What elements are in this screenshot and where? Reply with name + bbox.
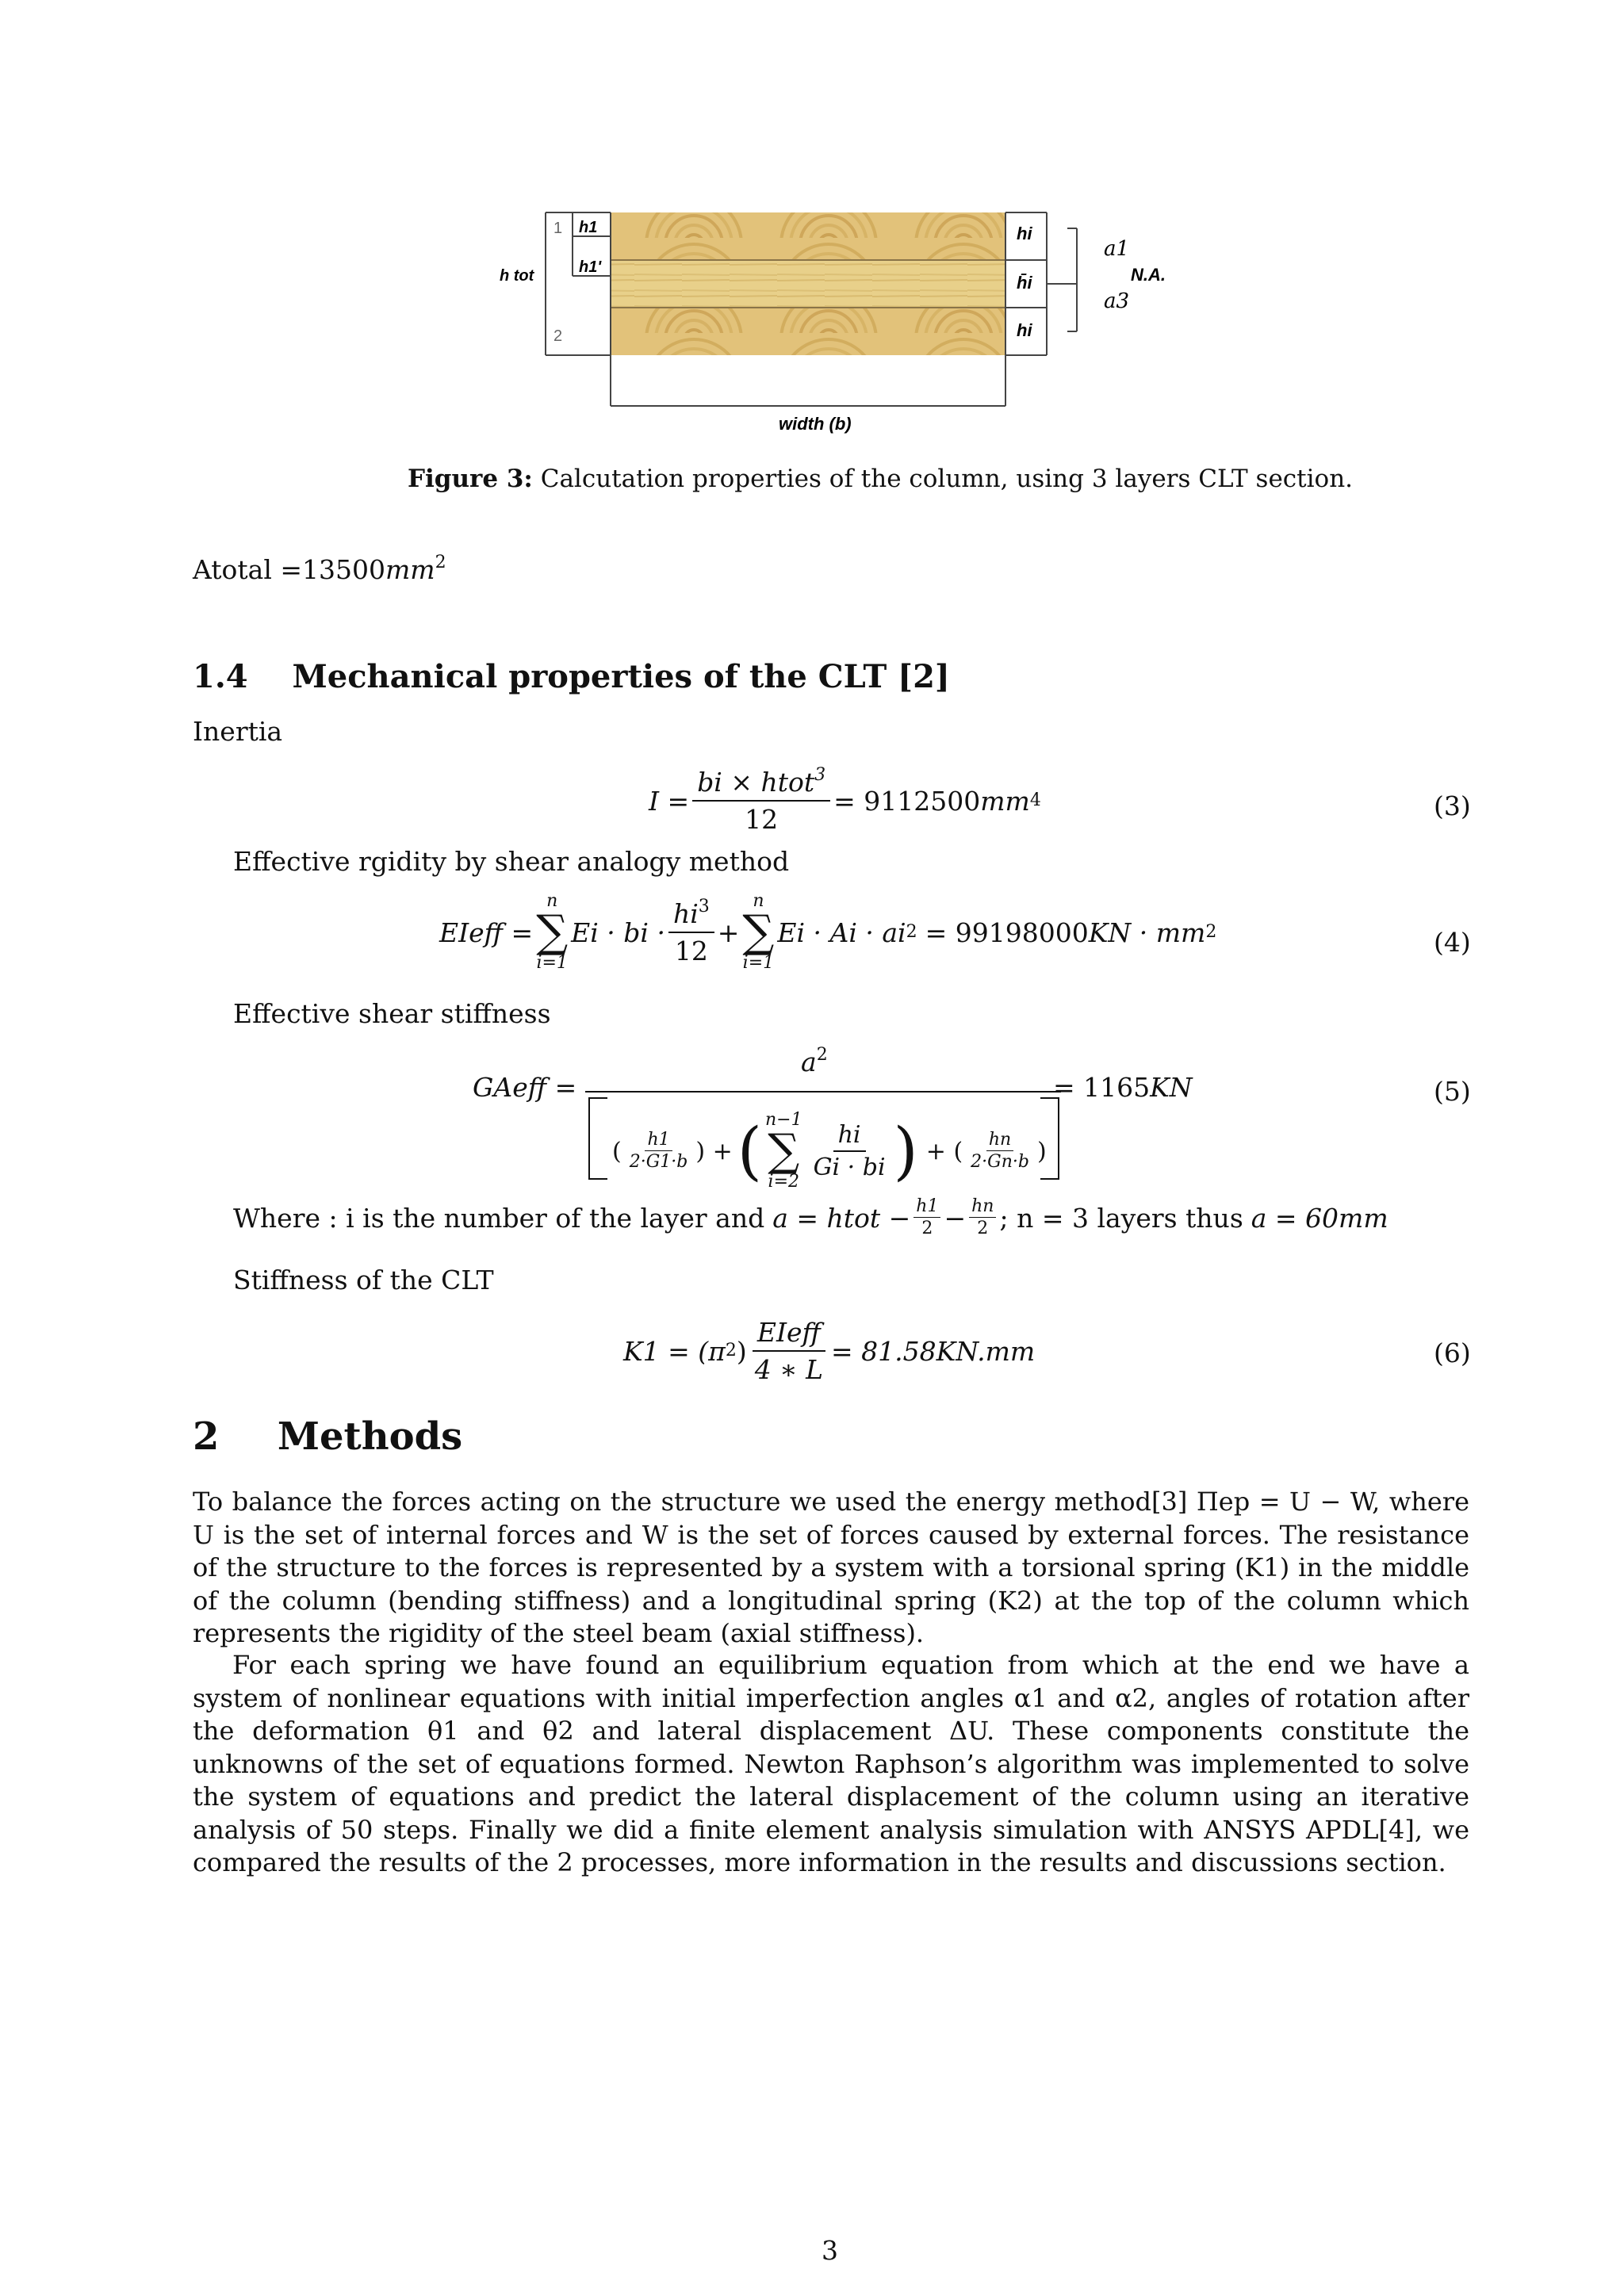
eq6-lhs-close: ) [736,1335,747,1367]
f1-num: h1 [645,1131,672,1151]
section-title: Mechanical properties of the CLT [2] [292,658,950,695]
clt-section-diagram [492,190,1269,444]
equation-3: I = $\frac{bi \times htot^3}{12}$ = 9112500 mm 4 [649,765,1041,835]
f3-den: 2·Gn·b [971,1152,1029,1172]
label-htot: h tot [500,267,534,285]
eq4-rhs: = 99198000 [925,916,1089,948]
where-f1-num: h1 [914,1197,940,1218]
section-heading-2 [193,1414,462,1459]
paren-left: ( [737,1114,762,1188]
atotal-label: Atotal =13500 [193,554,385,585]
where-text-2: ; n = 3 layers thus [999,1202,1243,1234]
label-hi-mid: h̄i [1017,273,1032,293]
eq4-term2: Ei · Ai · ai [777,916,906,948]
label-h1: h1 [579,219,598,236]
label-hi-bot: hi [1017,320,1032,340]
eq5-f1 [625,1131,693,1172]
sigma-icon: ∑ [742,906,775,958]
sum-lower: i=1 [536,953,568,973]
sum-lower: i=2 [768,1172,799,1192]
label-a3: a3 [1104,289,1130,313]
eq3-num: bi × htot [697,767,815,798]
eq4-frac-den: 12 [674,936,708,966]
f2-den: Gi · bi [813,1154,886,1181]
paragraph-1: To balance the forces acting on the structure we used the energy method[3] Πep = U − W, where U is the set of internal forces and W is the set of forces caused by external forces. The resistance of the structure to the forces is represented by a system with a torsional spring (K1) in the middle of the column (bending stiffness) and a longitudinal spring (K2) at the top of the column which represents the rigidity of the steel beam (axial stiffness). [193,1487,1469,1648]
atotal-line [193,553,446,586]
eq3-fraction [692,766,830,836]
layer-bottom [611,308,1005,355]
eq4-lhs: EIeff = [439,916,534,948]
eq5-sum [765,1112,802,1191]
eq3-den: 12 [745,804,779,835]
where-minus: − [944,1202,967,1234]
paragraph-2: For each spring we have found an equilibrium equation from which at the end we have a system of nonlinear equations with initial imperfection angles α1 and α2, angles of rotation after the deformation θ1 and θ2 and lateral displacement ΔU. These components constitute the unknowns of the set of equations formed. Newton Raphson’s algorithm was implemented to solve the system of equations and predict the lateral displacement of the column using an iterative analysis of 50 steps. Finally we did a finite element analysis simulation with ANSYS APDL[4], we compared the results of the 2 processes, more information in the results and discussions section. [193,1650,1470,1877]
eq4-term1: Ei · bi · [571,916,665,948]
eq6-den: 4 ∗ L [754,1354,824,1385]
label-a1: a1 [1104,237,1130,261]
label-n2: 2 [553,327,563,345]
eq4-unit: KN · mm [1088,916,1206,948]
eq5-num: a [801,1047,817,1077]
eq5-fraction-bar [585,1091,1061,1093]
section-2-number: 2 [193,1414,220,1459]
right-bracket [1040,1097,1059,1180]
equation-4: EIeff = n ∑ i=1 Ei · bi · $\frac{hi^3}{12}$ + n ∑ i=1 Ei · Ai · ai 2 = 99198000 KN · mm 2 [439,891,1217,973]
eq6-fraction [750,1316,828,1386]
eq4-sum-1 [536,893,568,972]
sum-upper: n−1 [764,1110,802,1130]
gaeff-label: Effective shear stiffness [233,998,551,1029]
eq3-lhs: I = [649,785,690,817]
figure-caption [408,463,1353,496]
eq5-denominator: ( $\frac{h1}{2\cdot G1\cdot b}$ ) + ( n−1 ∑ i=2 $\frac{hi}{Gi \cdot bi}$ ) + ( $\frac{hn}{2\cdot Gn\cdot b}$ ) [612,1110,1047,1192]
f1-den: 2·G1·b [629,1152,688,1172]
sum-lower: i=1 [742,953,775,973]
layer-middle [611,260,1005,308]
atotal-unit: mm [385,554,435,585]
where-f2-num: hn [969,1197,996,1218]
eqno-6: (6) [1434,1337,1471,1368]
eq5-rhs: = 1165 [1053,1072,1151,1103]
label-width: width (b) [779,414,852,434]
atotal-exp: 2 [435,553,446,572]
eq5-numerator [801,1047,828,1077]
sum-upper: n [753,891,764,911]
caption-text: Calcutation properties of the column, using 3 layers CLT section. [540,465,1354,493]
eqno-4: (4) [1434,927,1471,958]
label-h1-prime: h1' [579,258,602,276]
eq4-sum-2 [742,893,774,972]
where-text-1: Where : i is the number of the layer and [233,1202,765,1234]
eq4-frac-exp: 3 [698,897,710,916]
eq6-num: EIeff [753,1316,825,1352]
eq5-unit: KN [1150,1072,1193,1103]
sum-upper: n [546,891,558,911]
eq5-num-exp: 2 [816,1045,828,1065]
eq4-fraction [668,897,714,967]
left-bracket [588,1097,607,1180]
layer-top [611,212,1005,260]
where-f2 [969,1197,996,1238]
page-number: 3 [822,2235,838,2266]
eq5-f3 [966,1131,1034,1172]
f3-num: hn [986,1131,1013,1151]
where-f2-den: 2 [977,1219,989,1238]
label-hi-top: hi [1017,224,1032,243]
section-heading-1-4 [193,658,950,696]
eq4-plus: + [717,916,740,948]
eq6-lhs: K1 = (π [623,1335,726,1367]
where-math-2: a = 60mm [1251,1202,1388,1234]
eieff-label: Effective rgidity by shear analogy method [233,846,790,877]
equation-6: K1 = (π 2 ) $\frac{\text{EIeff}}{4 ∗ L}$ = 81.58KN.mm [623,1317,1036,1385]
paren-right: ) [893,1114,918,1188]
eq4-frac-num: hi [672,898,699,929]
eq3-unit: mm [980,785,1030,817]
label-n1: 1 [553,220,563,237]
sigma-icon: ∑ [536,906,569,958]
eq6-rhs: = 81.58KN.mm [831,1335,1036,1367]
where-f1-den: 2 [921,1219,933,1238]
caption-label: Figure 3: [408,465,533,493]
section-number: 1.4 [193,658,248,695]
eq5-lhs: GAeff = [473,1072,577,1103]
where-f1 [914,1197,940,1238]
eq3-num-exp: 3 [814,765,826,785]
eqno-3: (3) [1434,790,1471,821]
eq5-rhs-wrap [1053,1072,1193,1103]
eq3-rhs: = 9112500 [833,785,981,817]
f2-num: hi [833,1121,866,1152]
sigma-icon: ∑ [768,1125,800,1177]
where-math-1: a = htot − [772,1202,911,1234]
section-2-title: Methods [277,1414,463,1459]
stiffness-label: Stiffness of the CLT [233,1265,494,1295]
figure-3 [492,190,1269,444]
equation-5 [473,1045,1345,1192]
eqno-5: (5) [1434,1076,1471,1107]
eq5-f2 [809,1121,891,1181]
where-line [233,1197,1388,1238]
label-na: N.A. [1131,265,1166,285]
inertia-label: Inertia [193,716,283,747]
